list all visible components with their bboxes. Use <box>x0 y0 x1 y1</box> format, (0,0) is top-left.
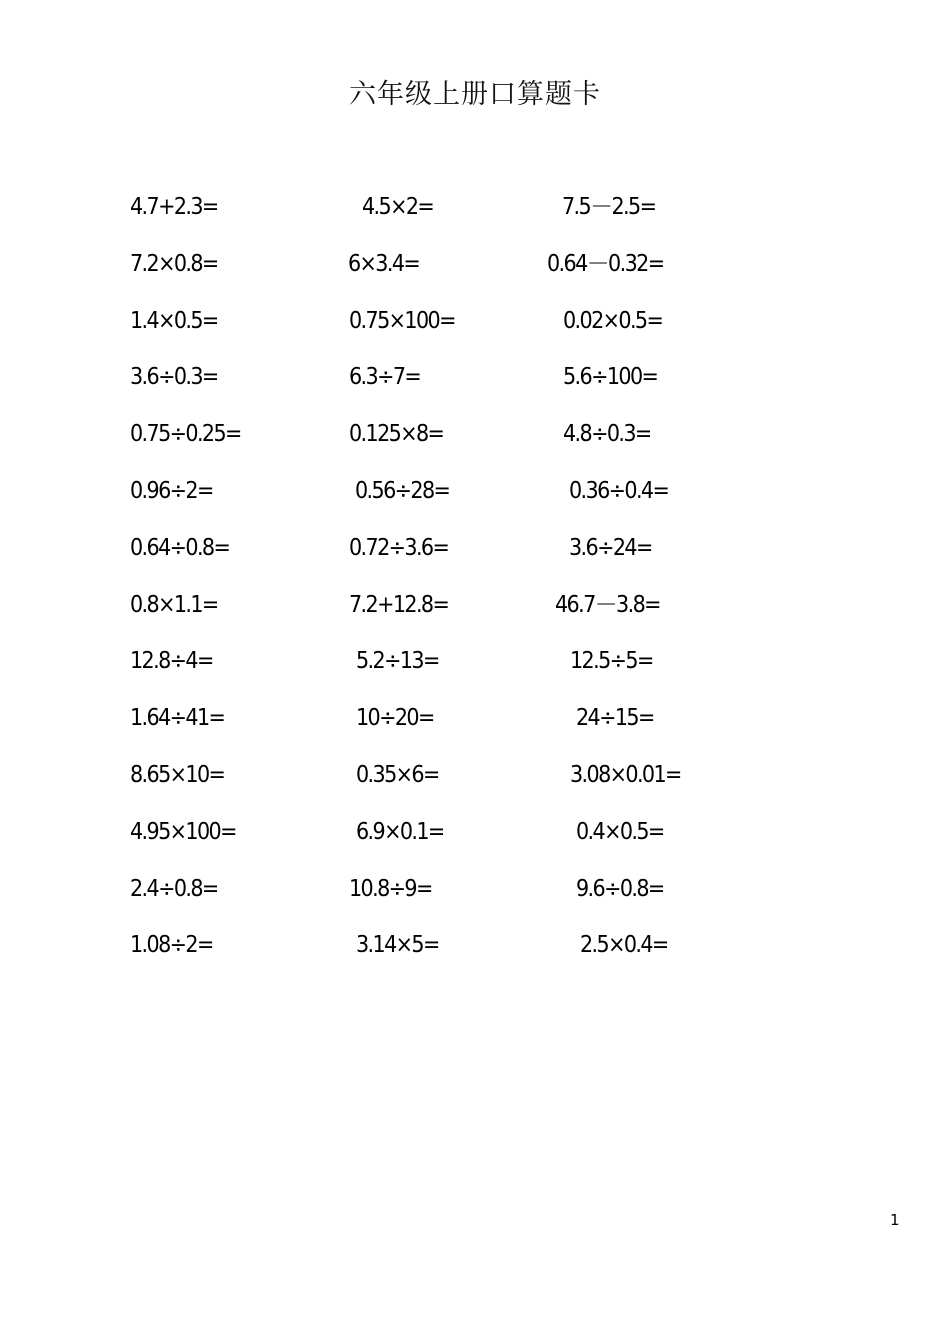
math-problem: 0.75×100= <box>349 307 455 334</box>
math-problem: 0.4×0.5= <box>576 818 664 845</box>
problem-row <box>0 474 950 531</box>
math-problem: 1.4×0.5= <box>130 307 218 334</box>
math-problem: 6.9×0.1= <box>356 818 444 845</box>
problem-row <box>0 644 950 701</box>
math-problem: 9.6÷0.8= <box>576 875 664 902</box>
problem-row <box>0 872 950 929</box>
math-problem: 4.7+2.3= <box>130 194 218 220</box>
math-problem: 0.36÷0.4= <box>569 477 669 504</box>
math-problem: 5.6÷100= <box>563 364 658 391</box>
math-problem: 3.6÷24= <box>569 534 652 561</box>
problem-row <box>0 701 950 758</box>
math-problem: 46.7－3.8= <box>555 591 660 618</box>
math-problem: 1.08÷2= <box>130 932 213 959</box>
math-problem: 2.4÷0.8= <box>130 875 218 902</box>
problem-row <box>0 247 950 304</box>
math-problem: 4.8÷0.3= <box>563 421 651 448</box>
problem-row <box>0 758 950 815</box>
math-problem: 0.8×1.1= <box>130 591 218 618</box>
page-number: 1 <box>890 1211 900 1229</box>
math-problem: 0.56÷28= <box>355 477 450 504</box>
problem-grid <box>0 190 950 985</box>
problem-row <box>0 928 950 985</box>
math-problem: 0.64÷0.8= <box>130 534 230 561</box>
math-problem: 0.96÷2= <box>130 477 213 504</box>
math-problem: 12.8÷4= <box>130 648 213 675</box>
math-problem: 8.65×10= <box>130 761 225 788</box>
math-problem: 3.14×5= <box>356 932 439 959</box>
math-problem: 3.08×0.01= <box>570 761 681 788</box>
math-problem: 3.6÷0.3= <box>130 364 218 391</box>
math-problem: 7.5－2.5= <box>562 194 656 220</box>
problem-row <box>0 360 950 417</box>
problem-row <box>0 190 950 247</box>
problem-row <box>0 304 950 361</box>
math-problem: 0.125×8= <box>349 421 444 448</box>
math-problem: 0.02×0.5= <box>563 307 663 334</box>
page-title: 六年级上册口算题卡 <box>349 79 601 110</box>
math-problem: 24÷15= <box>576 705 654 732</box>
math-problem: 7.2×0.8= <box>130 250 218 277</box>
math-problem: 10÷20= <box>356 705 434 732</box>
math-problem: 2.5×0.4= <box>580 932 668 959</box>
problem-row <box>0 815 950 872</box>
problem-row <box>0 588 950 645</box>
math-problem: 10.8÷9= <box>349 875 432 902</box>
math-problem: 6×3.4= <box>348 250 420 277</box>
math-problem: 5.2÷13= <box>356 648 439 675</box>
math-problem: 0.35×6= <box>356 761 439 788</box>
math-problem: 4.95×100= <box>130 818 236 845</box>
math-problem: 12.5÷5= <box>570 648 653 675</box>
math-problem: 7.2+12.8= <box>349 591 449 618</box>
math-problem: 0.72÷3.6= <box>349 534 449 561</box>
problem-row <box>0 417 950 474</box>
math-problem: 0.64－0.32= <box>547 250 664 277</box>
math-problem: 1.64÷41= <box>130 705 225 732</box>
math-problem: 4.5×2= <box>362 194 434 220</box>
math-problem: 0.75÷0.25= <box>130 421 241 448</box>
math-problem: 6.3÷7= <box>349 364 421 391</box>
problem-row <box>0 531 950 588</box>
